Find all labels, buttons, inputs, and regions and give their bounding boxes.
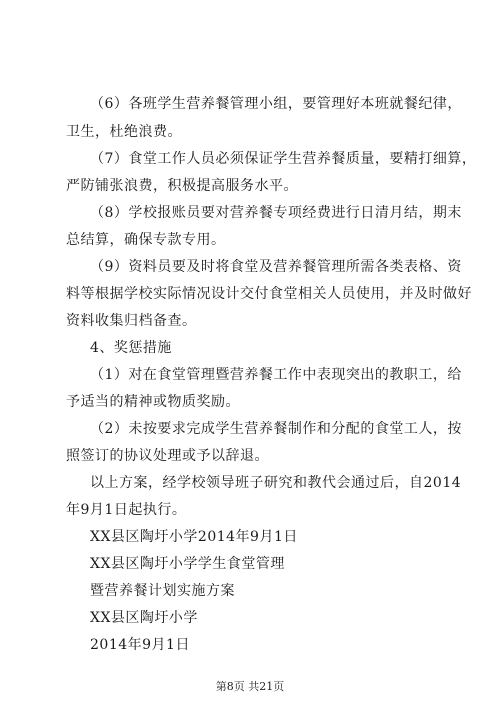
signature-line: XX县区陶圩小学	[90, 610, 198, 626]
paragraph-line: （1）对在食堂管理暨营养餐工作中表现突出的教职工，给	[90, 367, 462, 383]
paragraph-line: 予适当的精神或物质奖励。	[66, 394, 240, 410]
paragraph-line: 年9月1日起执行。	[66, 502, 187, 518]
paragraph-line: 以上方案，经学校领导班子研究和教代会通过后，自2014	[90, 475, 462, 491]
paragraph-line: （6）各班学生营养餐管理小组，要管理好本班就餐纪律，	[90, 96, 462, 112]
page-footer: 第8页 共21页	[215, 680, 285, 693]
signature-line: XX县区陶圩小学学生食堂管理	[90, 556, 285, 572]
signature-date: 2014年9月1日	[90, 637, 190, 653]
paragraph-line: 资料收集归档备查。	[66, 313, 197, 329]
paragraph-line: （9）资料员要及时将食堂及营养餐管理所需各类表格、资	[90, 259, 462, 275]
signature-line: 暨营养餐计划实施方案	[90, 583, 235, 599]
section-heading: 4、奖惩措施	[90, 340, 172, 356]
paragraph-line: 料等根据学校实际情况设计交付食堂相关人员使用，并及时做好	[66, 286, 472, 302]
paragraph-line: 总结算，确保专款专用。	[66, 232, 226, 248]
paragraph-line: 照签订的协议处理或予以辞退。	[66, 448, 269, 464]
paragraph-line: 卫生，杜绝浪费。	[66, 124, 182, 140]
paragraph-line: （8）学校报账员要对营养餐专项经费进行日清月结，期末	[90, 205, 462, 221]
signature-line: XX县区陶圩小学2014年9月1日	[90, 529, 298, 545]
paragraph-line: （7）食堂工作人员必须保证学生营养餐质量，要精打细算，	[90, 151, 477, 167]
paragraph-line: 严防铺张浪费，积极提高服务水平。	[66, 178, 298, 194]
paragraph-line: （2）未按要求完成学生营养餐制作和分配的食堂工人，按	[90, 421, 462, 437]
